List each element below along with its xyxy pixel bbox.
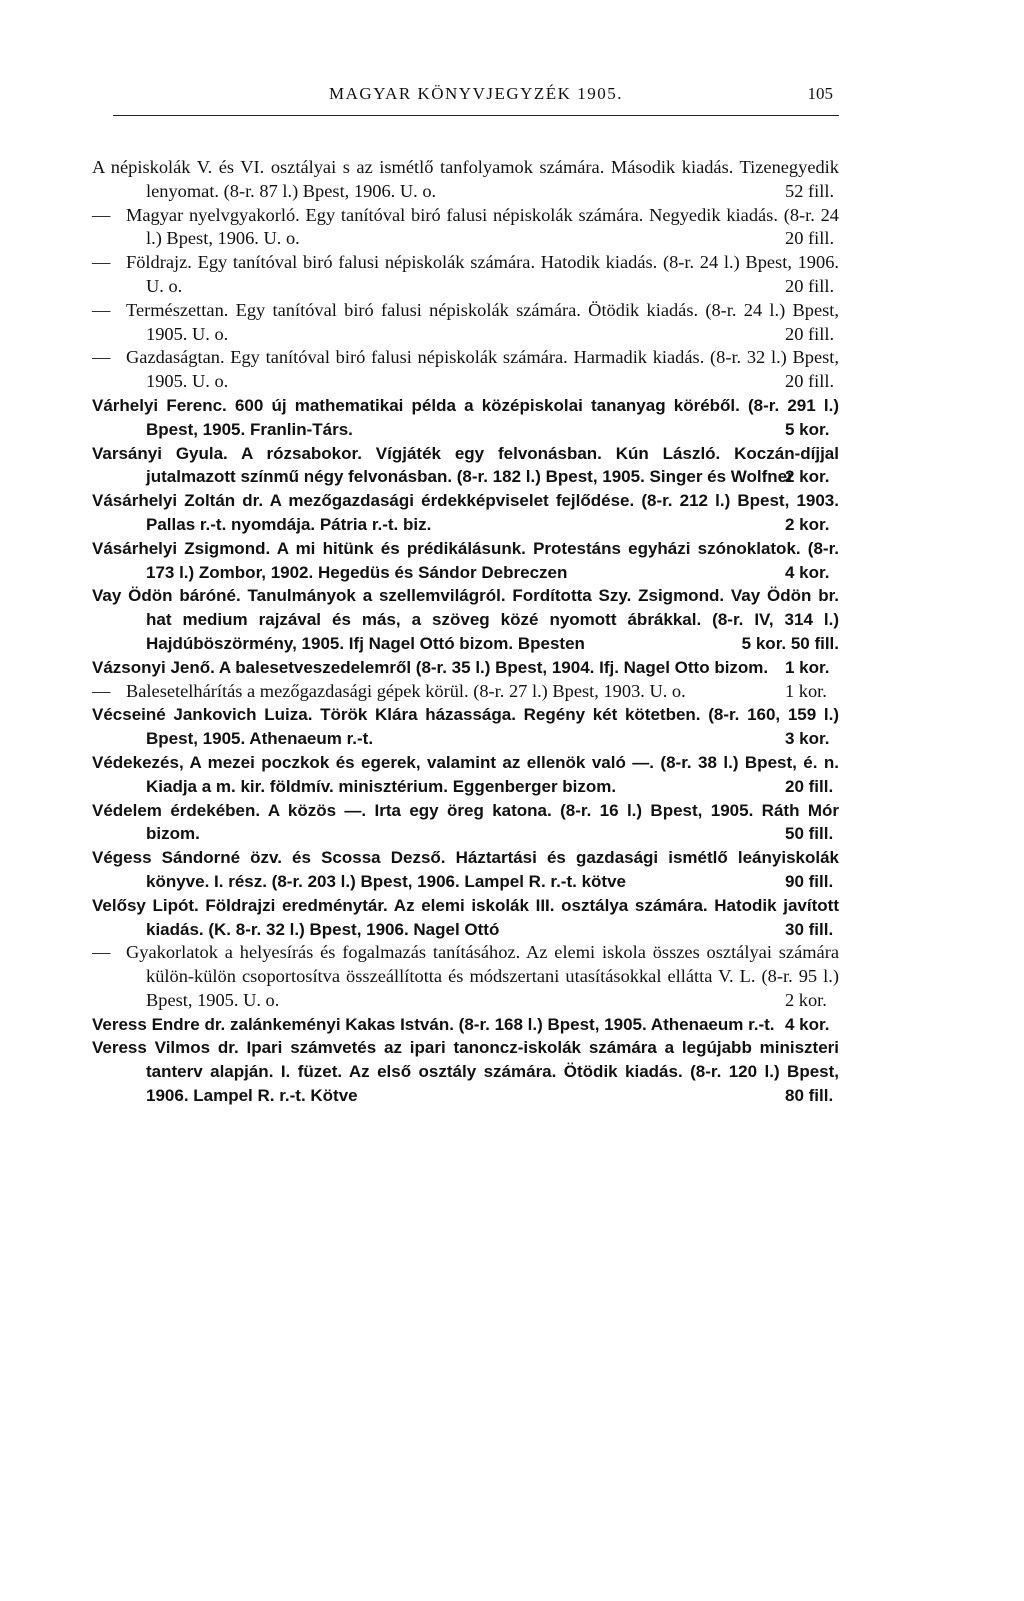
bibliography-entry: Vázsonyi Jenő. A balesetveszedelemről (8-r. 35 l.) Bpest, 1904. Ifj. Nagel Otto bizom. 1 kor. [92,657,830,677]
entry-text: Luiza. Török Klára házassága. Regény két kötetben. (8-r. 160, 159 l.) Bpest, 1905. Athenaeum r.-t. [146,705,839,749]
bibliography-entry: Védekezés, A mezei poczkok és egerek, valamint az ellenök való —. (8-r. 38 l.) Bpest, é. n. Kiadja a m. kir. földmív. minisztérium. Eggenberger bizom. 20 fill. [92,752,840,796]
ditto-dash: — [92,942,111,963]
entry-author: Vásárhelyi [92,491,178,511]
bibliography-entry: — Gyakorlatok a helyesírás és fogalmazás tanításához. Az elemi iskola összes osztályai számára külön-külön csoportosítva összeállította és módszertani utasításokkal ellátta V. L. (8-r. 95 l.) Bpest, 1905. U. o. 2 kor. [92,942,839,1010]
bibliography-entry: A népiskolák V. és VI. osztályai s az ismétlő tanfolyamok számára. Második kiadás. Tizenegyedik lenyomat. (8-r. 87 l.) Bpest, 1906. U. o. 52 fill. [92,157,839,201]
entry-text: Lipót. Földrajzi eredménytár. Az elemi iskolák III. osztálya számára. Hatodik javított kiadás. (K. 8-r. 32 l.) Bpest, 1906. Nagel Ottó [146,895,839,939]
entry-author: Várhelyi [92,395,159,415]
entry-text: Zoltán dr. A mezőgazdasági érdekképviselet fejlődése. (8-r. 212 l.) Bpest, 1903. Pallas r.-t. nyomdája. Pátria r.-t. biz. [146,491,839,534]
entry-author: Vay [92,586,122,606]
bibliography-entry: Velősy Lipót. Földrajzi eredménytár. Az elemi iskolák III. osztálya számára. Hatodik javított kiadás. (K. 8-r. 32 l.) Bpest, 1906. Nagel Ottó 30 fill. [92,895,839,939]
entry-author: Varsányi [92,443,162,463]
entry-text: A mezei poczkok és egerek, valamint az ellenök való —. (8-r. 38 l.) Bpest, é. n. Kiadja a m. kir. földmív. minisztérium. Eggenberger bizom. [146,752,840,796]
entry-author: Védekezés, [92,752,184,772]
bibliography-entry: — Balesetelhárítás a mezőgazdasági gépek körül. (8-r. 27 l.) Bpest, 1903. U. o. 1 kor. [92,680,839,704]
bibliography-entry: Vásárhelyi Zsigmond. A mi hitünk és prédikálásunk. Protestáns egyházi szónoklatok. (8-r. 173 l.) Zombor, 1902. Hegedüs és Sándor Debreczen 4 kor. [92,538,839,582]
bibliography-entry: Védelem érdekében. A közös —. Irta egy öreg katona. (8-r. 16 l.) Bpest, 1905. Ráth Mór bizom. 50 fill. [92,800,839,844]
entry-author: Védelem [92,800,162,820]
entry-text: Balesetelhárítás a mezőgazdasági gépek körül. (8-r. 27 l.) Bpest, 1903. U. o. [126,680,686,701]
entry-text: Endre dr. zalánkeményi Kakas István. (8-r. 168 l.) Bpest, 1905. Athenaeum r.-t. [151,1014,775,1034]
entry-text: A népiskolák V. és VI. osztályai s az ismétlő tanfolyamok számára. Második kiadás. Tizenegyedik lenyomat. (8-r. 87 l.) Bpest, 1906. U. o. [92,157,839,201]
running-title: MAGYAR KÖNYVJEGYZÉK 1905. [329,84,623,103]
entry-author: Vásárhelyi [92,538,178,558]
bibliography-list [92,156,839,1108]
entry-author: Vázsonyi [92,657,166,677]
entry-author: Veress [92,1038,147,1058]
entry-price: 5 kor. 50 fill. [741,633,839,653]
bibliography-entry: Veress Vilmos dr. Ipari számvetés az ipari tanoncz-iskolák számára a legújabb miniszteri tanterv alapján. I. füzet. Az első osztály számára. Ötödik kiadás. (8-r. 120 l.) Bpest, 1906. Lampel R. r.-t. Kötve 80 fill. [92,1038,839,1106]
entry-text: Ferenc. 600 új mathematikai példa a középiskolai tananyag köréből. (8-r. 291 l.) Bpest, 1905. Franlin-Társ. [146,395,839,439]
page-header [113,84,839,116]
entry-text: Sándorné özv. és Scossa Dezső. Háztartási és gazdasági ismétlő leányiskolák könyve. I. rész. (8-r. 203 l.) Bpest, 1906. Lampel R. r.-t. kötve [146,848,839,891]
ditto-dash: — [92,347,111,368]
ditto-dash: — [92,680,111,701]
entry-text: Zsigmond. A mi hitünk és prédikálásunk. Protestáns egyházi szónoklatok. (8-r. 173 l.) Zombor, 1902. Hegedüs és Sándor Debreczen [146,538,839,582]
ditto-dash: — [92,299,111,320]
bibliography-entry: Várhelyi Ferenc. 600 új mathematikai példa a középiskolai tananyag köréből. (8-r. 291 l.) Bpest, 1905. Franlin-Társ. 5 kor. [92,395,839,439]
entry-text: Gazdaságtan. Egy tanítóval biró falusi népiskolák számára. Harmadik kiadás. (8-r. 32 l.) Bpest, 1905. U. o. [126,347,839,392]
bibliography-entry [92,584,839,655]
bibliography-entry: Vásárhelyi Zoltán dr. A mezőgazdasági érdekképviselet fejlődése. (8-r. 212 l.) Bpest, 1903. Pallas r.-t. nyomdája. Pátria r.-t. biz. 2 kor. [92,491,839,534]
entry-author: Vécseiné Jankovich [92,705,257,725]
bibliography-entry: Varsányi Gyula. A rózsabokor. Vígjáték egy felvonásban. Kún László. Koczán-díjjal jutalmazott színmű négy felvonásban. (8-r. 182 l.) Bpest, 1905. Singer és Wolfner 2 kor. [92,443,839,487]
entry-text: Természettan. Egy tanítóval biró falusi népiskolák számára. Ötödik kiadás. (8-r. 24 l.) Bpest, 1905. U. o. [126,299,839,344]
bibliography-entry: Vécseiné Jankovich Luiza. Török Klára házassága. Regény két kötetben. (8-r. 160, 159 l.) Bpest, 1905. Athenaeum r.-t. 3 kor. [92,705,839,749]
ditto-dash: — [92,252,111,273]
page-number: 105 [807,84,833,103]
entry-author: Veress [92,1014,147,1034]
bibliography-entry: Veress Endre dr. zalánkeményi Kakas István. (8-r. 168 l.) Bpest, 1905. Athenaeum r.-t. 4 kor. [92,1014,830,1034]
bibliography-entry: — Földrajz. Egy tanítóval biró falusi népiskolák számára. Hatodik kiadás. (8-r. 24 l.) Bpest, 1906. U. o. 20 fill. [92,252,839,296]
entry-author: Velősy [92,895,146,915]
entry-author: Végess [92,848,152,868]
entry-text: Földrajz. Egy tanítóval biró falusi népiskolák számára. Hatodik kiadás. (8-r. 24 l.) Bpest, 1906. U. o. [126,252,839,296]
entry-text: Gyula. A rózsabokor. Vígjáték egy felvonásban. Kún László. Koczán-díjjal jutalmazott színmű négy felvonásban. (8-r. 182 l.) Bpest, 1905. Singer és Wolfner [146,443,839,487]
entry-text: Gyakorlatok a helyesírás és fogalmazás tanításához. Az elemi iskola összes osztályai számára külön-külön csoportosítva összeállította és módszertani utasításokkal ellátta V. L. (8-r. 95 l.) Bpest, 1905. U. o. [126,942,839,1010]
entry-text: Ödön báróné. Tanulmányok a szellemvilágról. Fordította Szy. Zsigmond. Vay Ödön br. hat medium rajzával és más, a szöveg közé nyomott ábrákkal. (8-r. IV, 314 l.) Hajdúböszörmény, 1905. Ifj Nagel Ottó bizom. Bpesten [128,586,839,653]
bibliography-entry: — Természettan. Egy tanítóval biró falusi népiskolák számára. Ötödik kiadás. (8-r. 24 l.) Bpest, 1905. U. o. 20 fill. [92,299,839,344]
entry-text: Vilmos dr. Ipari számvetés az ipari tanoncz-iskolák számára a legújabb miniszteri tanterv alapján. I. füzet. Az első osztály számára. Ötödik kiadás. (8-r. 120 l.) Bpest, 1906. Lampel R. r.-t. Kötve [146,1038,839,1106]
bibliography-entry: Végess Sándorné özv. és Scossa Dezső. Háztartási és gazdasági ismétlő leányiskolák könyve. I. rész. (8-r. 203 l.) Bpest, 1906. Lampel R. r.-t. kötve 90 fill. [92,848,839,891]
bibliography-entry: — Magyar nyelvgyakorló. Egy tanítóval biró falusi népiskolák számára. Negyedik kiadás. (8-r. 24 l.) Bpest, 1906. U. o. 20 fill. [92,204,839,249]
entry-text: Jenő. A balesetveszedelemről (8-r. 35 l.) Bpest, 1904. Ifj. Nagel Otto bizom. [170,657,769,677]
header-rule [113,115,839,116]
entry-text: érdekében. A közös —. Irta egy öreg katona. (8-r. 16 l.) Bpest, 1905. Ráth Mór bizom. [146,800,839,844]
entry-text: Magyar nyelvgyakorló. Egy tanítóval biró falusi népiskolák számára. Negyedik kiadás. (8-r. 24 l.) Bpest, 1906. U. o. [126,204,839,249]
ditto-dash: — [92,204,111,225]
bibliography-entry: — Gazdaságtan. Egy tanítóval biró falusi népiskolák számára. Harmadik kiadás. (8-r. 32 l.) Bpest, 1905. U. o. 20 fill. [92,347,839,392]
